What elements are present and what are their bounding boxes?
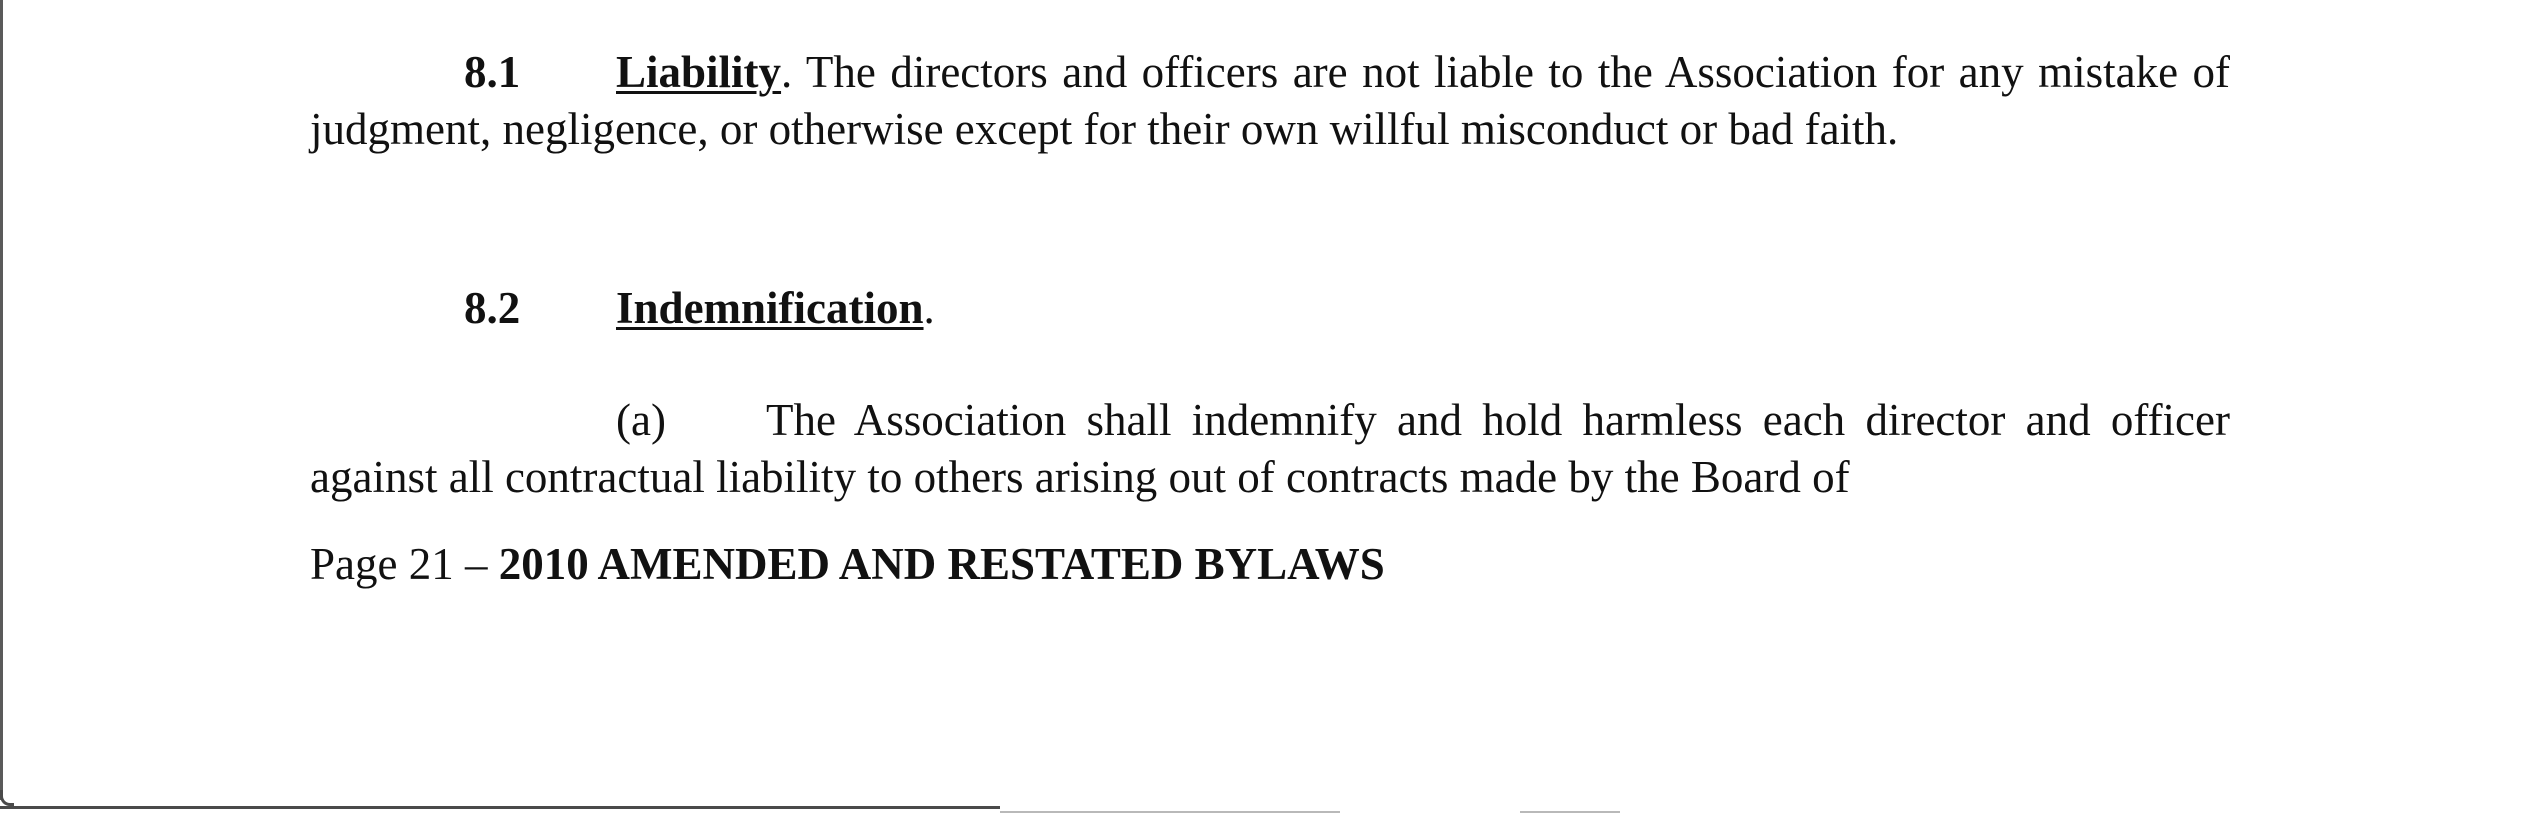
page-corner-line [0, 790, 14, 806]
page-footer [310, 536, 1385, 593]
section-8-2-heading: Indemnification [616, 283, 924, 333]
section-8-1-body: . The directors and officers are not liable to the Association for any mistake of judgment, negligence, or otherwise except for their own willful misconduct or bad faith. [310, 47, 2230, 154]
subsection-a-paragraph [310, 392, 2230, 506]
section-8-1-number: 8.1 [464, 47, 521, 97]
faint-bottom-rule-segment [1520, 811, 1620, 813]
subsection-a-label: (a) [616, 395, 666, 445]
section-8-1-paragraph [310, 44, 2230, 158]
section-8-1-heading: Liability [616, 47, 782, 97]
faint-bottom-rule [1000, 811, 1340, 813]
section-8-2-number: 8.2 [464, 283, 521, 333]
subsection-a-body: The Association shall indemnify and hold harmless each director and officer against all contractual liability to others arising out of contracts made by the Board of [310, 395, 2230, 502]
bottom-margin-rule [0, 806, 1000, 809]
left-margin-rule [0, 0, 3, 800]
footer-page-number: Page 21 – [310, 539, 499, 589]
section-8-2-heading-line [464, 280, 935, 337]
section-8-2-period: . [923, 283, 935, 333]
footer-document-title: 2010 AMENDED AND RESTATED BYLAWS [498, 539, 1385, 589]
